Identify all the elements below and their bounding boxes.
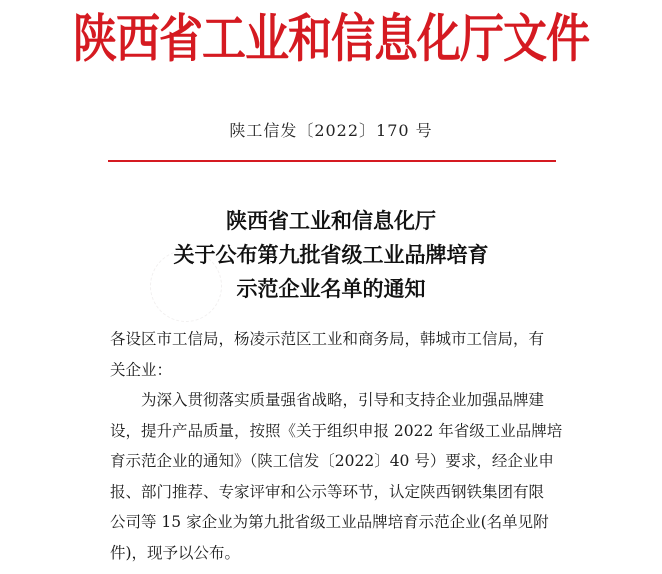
- red-divider-rule: [108, 160, 556, 162]
- document-body: [110, 324, 570, 568]
- body-paragraph-line: 育示范企业的通知》（陕工信发〔2022〕40 号）要求，经企业申: [110, 452, 554, 470]
- subject-line: 示范企业名单的通知: [236, 277, 426, 301]
- body-paragraph-line: 为深入贯彻落实质量强省战略，引导和支持企业加强品牌建: [141, 391, 545, 409]
- body-paragraph-line: 件)，现予以公布。: [110, 543, 241, 562]
- body-paragraph-line: 报、部门推荐、专家评审和公示等环节，认定陕西钢铁集团有限: [110, 482, 545, 501]
- document-header-title: 陕西省工业和信息化厅文件: [73, 9, 589, 70]
- document-number: 陕工信发〔2022〕170 号: [229, 121, 433, 140]
- addressee-line: 各设区市工信局，杨凌示范区工业和商务局，韩城市工信局，有: [110, 330, 545, 348]
- body-paragraph-line: 设，提升产品质量，按照《关于组织申报 2022 年省级工业品牌培: [110, 421, 563, 440]
- addressee-line: 关企业：: [110, 360, 173, 379]
- document-subject: [0, 204, 662, 306]
- body-paragraph-line: 公司等 15 家企业为第九批省级工业品牌培育示范企业(名单见附: [110, 513, 549, 531]
- subject-line: 陕西省工业和信息化厅: [226, 209, 436, 233]
- subject-line: 关于公布第九批省级工业品牌培育: [173, 243, 489, 267]
